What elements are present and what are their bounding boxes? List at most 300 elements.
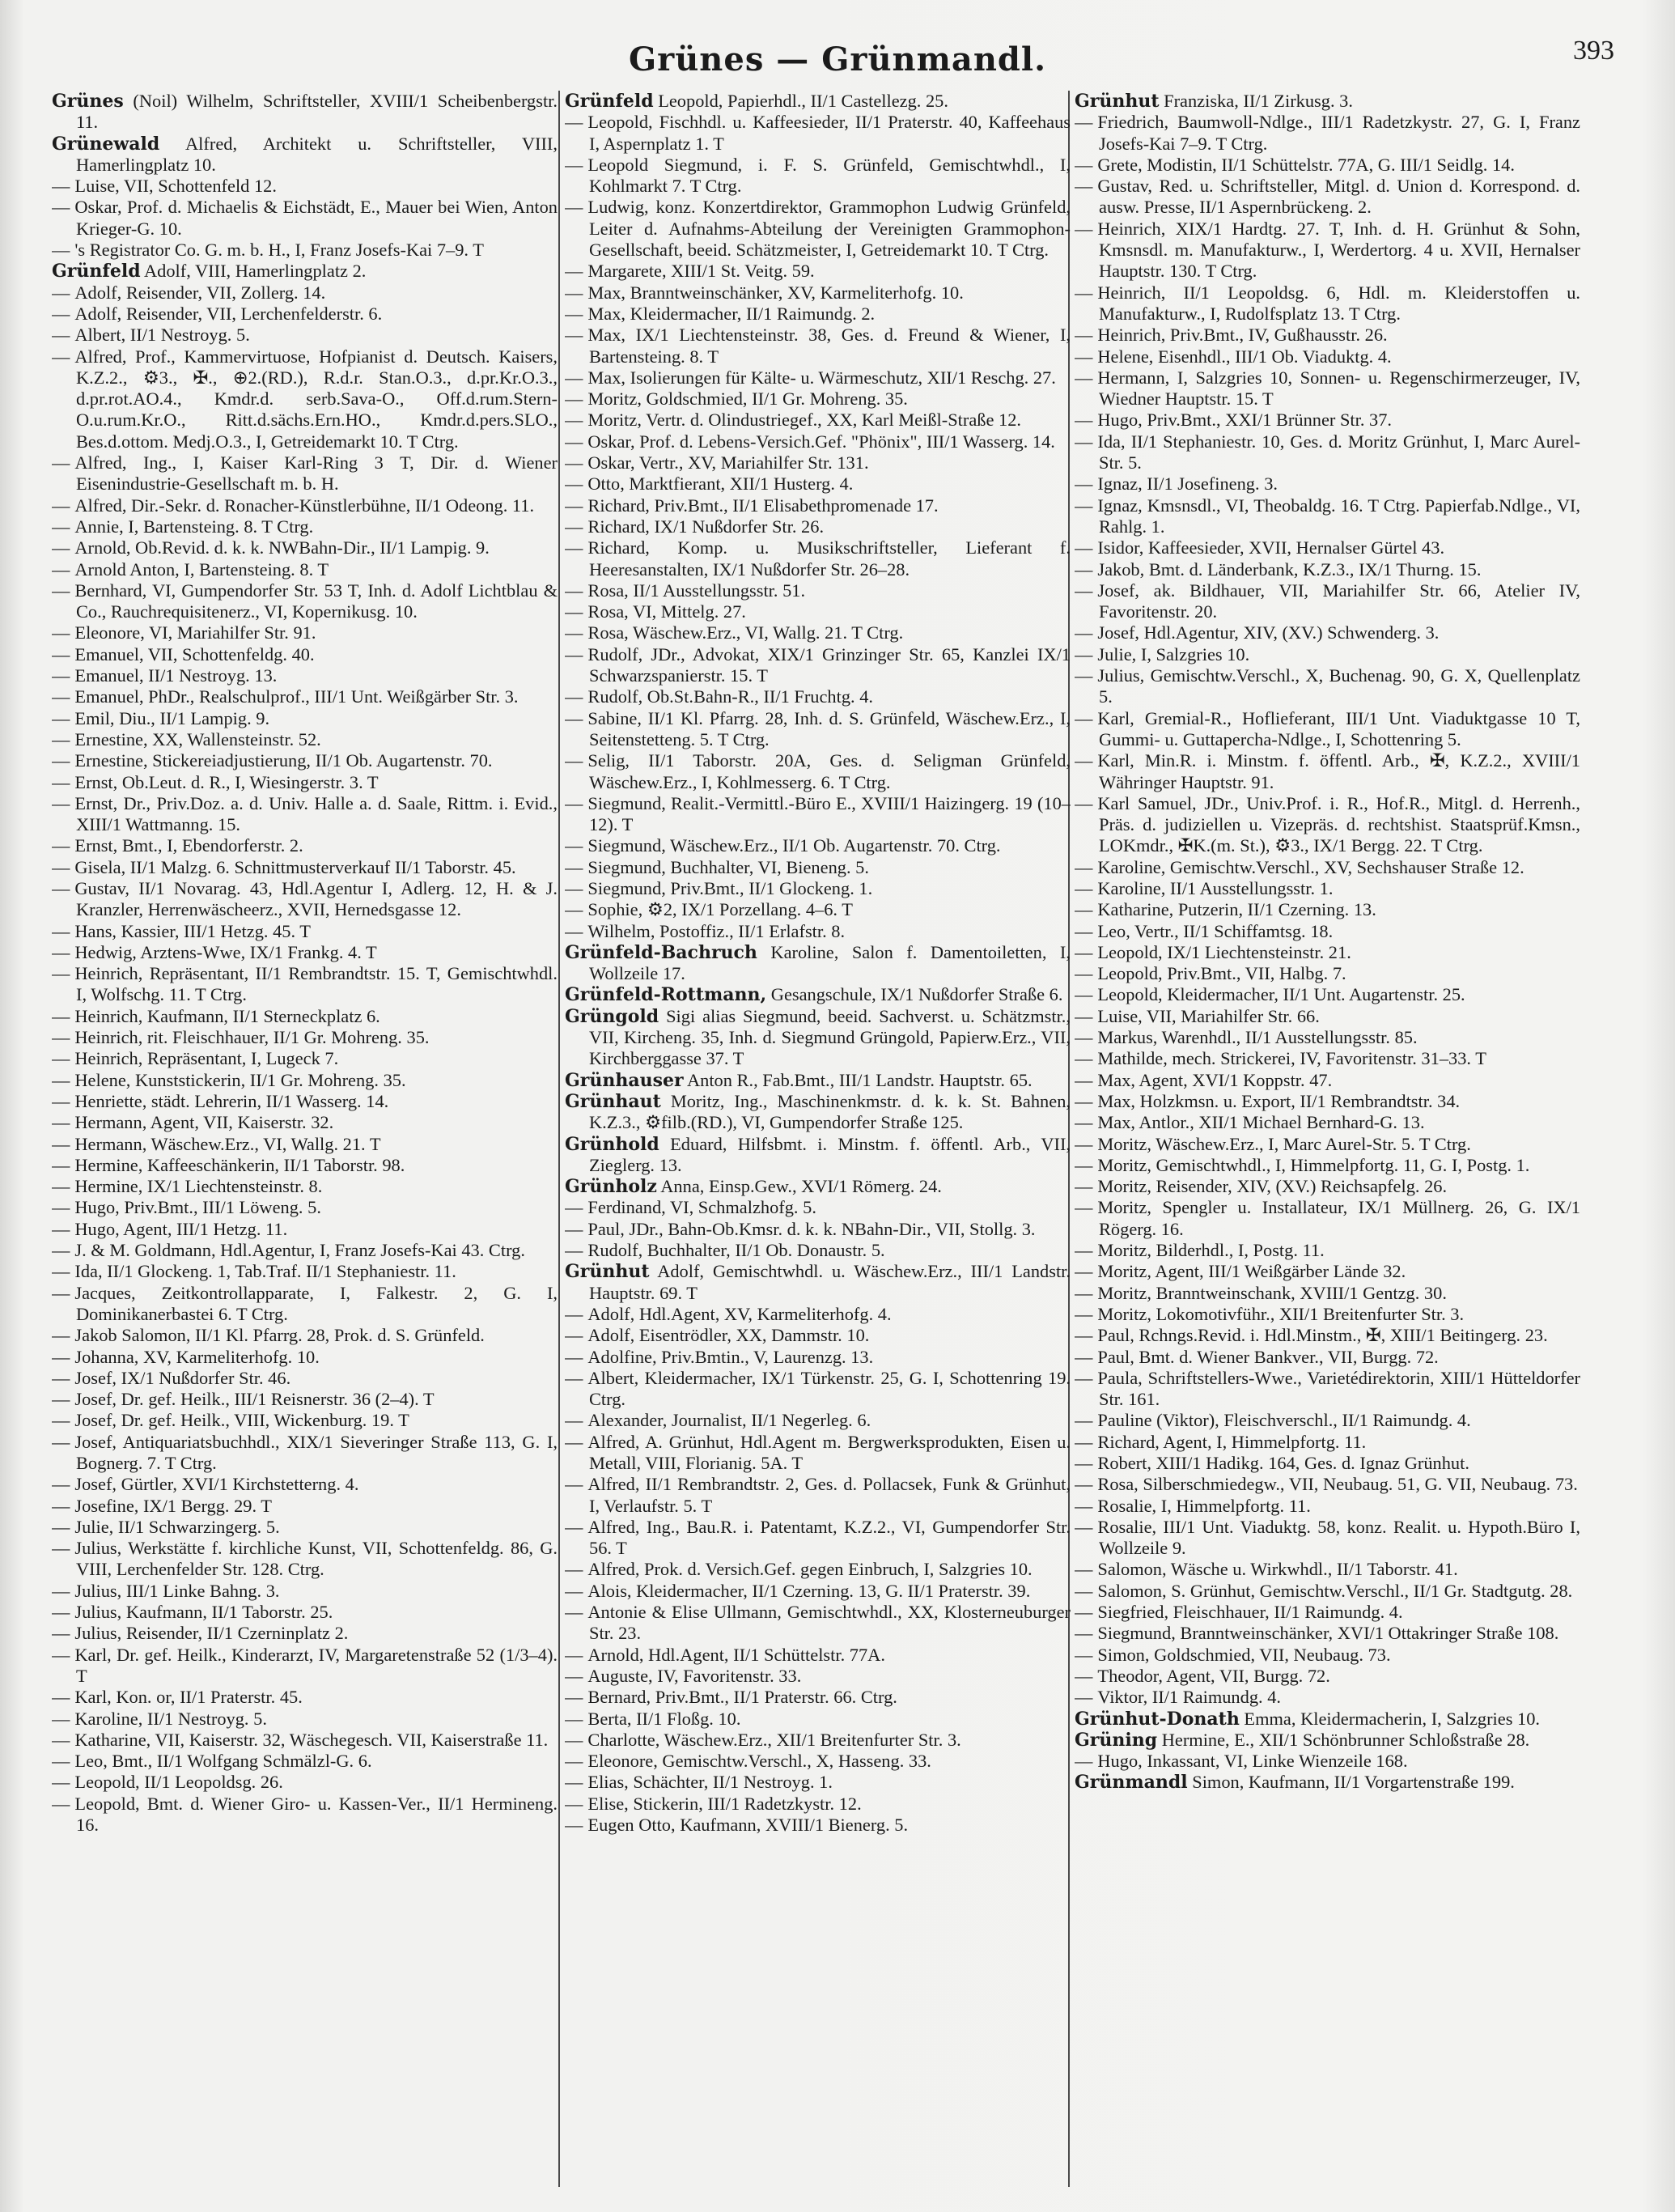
directory-entry xyxy=(1075,1602,1580,1623)
continuation-dash: — xyxy=(565,1580,583,1601)
continuation-dash: — xyxy=(52,580,70,601)
continuation-dash: — xyxy=(565,1303,583,1324)
directory-entry xyxy=(1075,1453,1580,1474)
entry-text: Sophie, ⚙2, IX/1 Porzellang. 4–6. T xyxy=(587,899,853,920)
entry-text: Julius, III/1 Linke Bahng. 3. xyxy=(74,1580,280,1601)
directory-entry xyxy=(1075,537,1580,558)
directory-entry xyxy=(565,1197,1071,1218)
entry-text: Rudolf, Ob.St.Bahn-R., II/1 Fruchtg. 4. xyxy=(587,686,874,707)
continuation-dash: — xyxy=(1075,1474,1093,1495)
entry-text: Paul, JDr., Bahn-Ob.Kmsr. d. k. k. NBahn-Dir., VII, Stollg. 3. xyxy=(587,1218,1036,1239)
directory-entry xyxy=(1075,1027,1580,1048)
continuation-dash: — xyxy=(565,1815,583,1836)
entry-text: Ernst, Dr., Priv.Doz. a. d. Univ. Halle a. d. Saale, Rittm. i. Evid., XIII/1 Wattmanng. 15. xyxy=(74,792,558,835)
continuation-dash: — xyxy=(1075,1495,1093,1516)
entry-text: Karoline, Salon f. Damentoiletten, I, Wollzeile 17. xyxy=(589,941,1071,984)
directory-entry xyxy=(1075,1304,1580,1325)
directory-entry xyxy=(565,1134,1071,1177)
directory-entry xyxy=(52,1325,558,1346)
entry-text: Leo, Vertr., II/1 Schiffamtsg. 18. xyxy=(1097,920,1334,941)
directory-entry xyxy=(52,240,558,261)
entry-text: Franziska, II/1 Zirkusg. 3. xyxy=(1164,91,1353,111)
directory-entry xyxy=(565,1815,1071,1836)
directory-entry xyxy=(565,367,1071,388)
continuation-dash: — xyxy=(52,1538,70,1559)
continuation-dash: — xyxy=(52,792,70,813)
entry-text: Karoline, II/1 Nestroyg. 5. xyxy=(74,1708,267,1729)
continuation-dash: — xyxy=(52,771,70,792)
continuation-dash: — xyxy=(52,856,70,877)
directory-entry xyxy=(52,942,558,963)
entry-text: Bernard, Priv.Bmt., II/1 Praterstr. 66. Ctrg. xyxy=(587,1687,897,1708)
entry-text: J. & M. Goldmann, Hdl.Agentur, I, Franz Josefs-Kai 43. Ctrg. xyxy=(74,1240,525,1261)
continuation-dash: — xyxy=(52,1389,70,1410)
entry-text: Richard, Agent, I, Himmelpfortg. 11. xyxy=(1097,1431,1367,1452)
directory-entry xyxy=(1075,1006,1580,1027)
continuation-dash: — xyxy=(565,473,583,495)
directory-entry xyxy=(1075,1623,1580,1644)
directory-entry xyxy=(1075,857,1580,878)
directory-entry xyxy=(52,261,558,282)
directory-entry xyxy=(52,708,558,729)
directory-entry xyxy=(1075,325,1580,346)
continuation-dash: — xyxy=(1075,750,1093,771)
continuation-dash: — xyxy=(1075,325,1093,346)
directory-entry xyxy=(565,1368,1071,1411)
continuation-dash: — xyxy=(1075,856,1093,877)
entry-text: Moritz, Spengler u. Installateur, IX/1 Müllnerg. 26, G. IX/1 Rögerg. 16. xyxy=(1097,1197,1580,1239)
directory-entry xyxy=(565,622,1071,643)
directory-entry xyxy=(565,1091,1071,1134)
continuation-dash: — xyxy=(1075,1623,1093,1644)
continuation-dash: — xyxy=(1075,1580,1093,1601)
directory-entry xyxy=(1075,473,1580,495)
continuation-dash: — xyxy=(1075,1431,1093,1452)
entry-text: Leopold, Fischhdl. u. Kaffeesieder, II/1 Praterstr. 40, Kaffeehaus I, Aspernplatz 1. T xyxy=(587,112,1071,154)
continuation-dash: — xyxy=(565,388,583,410)
entry-text: Leopold Siegmund, i. F. S. Grünfeld, Gemischtwhdl., I, Kohlmarkt 7. T Ctrg. xyxy=(587,154,1071,197)
continuation-dash: — xyxy=(1075,558,1093,580)
directory-entry xyxy=(52,665,558,686)
directory-entry xyxy=(565,921,1071,942)
entry-text: Alfred, Ing., I, Kaiser Karl-Ring 3 T, Dir. d. Wiener Eisenindustrie-Gesellschaft m. b. H. xyxy=(74,452,558,495)
directory-entry xyxy=(52,1261,558,1282)
directory-entry xyxy=(1075,367,1580,410)
continuation-dash: — xyxy=(565,154,583,175)
continuation-dash: — xyxy=(52,558,70,580)
entry-text: Markus, Warenhdl., II/1 Ausstellungsstr. 85. xyxy=(1097,1027,1418,1048)
entry-text: Salomon, S. Grünhut, Gemischtw.Verschl., II/1 Gr. Stadtgutg. 28. xyxy=(1097,1580,1573,1601)
directory-entry xyxy=(52,580,558,623)
directory-entry xyxy=(1075,921,1580,942)
directory-entry xyxy=(1075,1134,1580,1155)
directory-entry xyxy=(52,644,558,665)
directory-entry xyxy=(1075,708,1580,751)
entry-text: Heinrich, Kaufmann, II/1 Sterneckplatz 6. xyxy=(74,1005,380,1026)
entry-text: Ferdinand, VI, Schmalzhofg. 5. xyxy=(587,1197,816,1218)
entry-surname: Grünhaut xyxy=(565,1090,661,1112)
entry-text: Hermine, IX/1 Liechtensteinstr. 8. xyxy=(74,1176,323,1197)
entry-text: Alfred, A. Grünhut, Hdl.Agent m. Bergwerksprodukten, Eisen u. Metall, VIII, Florianig. 5A. T xyxy=(587,1431,1071,1473)
entry-text: Adolf, VIII, Hamerlingplatz 2. xyxy=(143,261,367,282)
entry-text: Viktor, II/1 Raimundg. 4. xyxy=(1097,1687,1282,1708)
entry-text: Paula, Schriftstellers-Wwe., Varietédirektorin, XIII/1 Hütteldorfer Str. 161. xyxy=(1097,1367,1580,1410)
continuation-dash: — xyxy=(565,877,583,898)
entry-text: Emanuel, PhDr., Realschulprof., III/1 Unt. Weißgärber Str. 3. xyxy=(74,686,519,707)
entry-text: Oskar, Vertr., XV, Mariahilfer Str. 131. xyxy=(587,452,869,473)
directory-entry xyxy=(1075,1517,1580,1560)
entry-text: Selig, II/1 Taborstr. 20A, Ges. d. Seligman Grünfeld, Wäschew.Erz., I, Kohlmesserg. 6. T Ctrg. xyxy=(587,750,1071,792)
continuation-dash: — xyxy=(1075,1751,1093,1772)
entry-text: Max, Agent, XVI/1 Koppstr. 47. xyxy=(1097,1069,1333,1090)
entry-text: Rosalie, I, Himmelpfortg. 11. xyxy=(1097,1495,1311,1516)
entry-text: Rosa, Wäschew.Erz., VI, Wallg. 21. T Ctrg. xyxy=(587,622,904,643)
continuation-dash: — xyxy=(565,282,583,303)
entry-text: Oskar, Prof. d. Michaelis & Eichstädt, E., Mauer bei Wien, Anton Krieger-G. 10. xyxy=(74,197,558,239)
continuation-dash: — xyxy=(565,431,583,452)
directory-entry xyxy=(1075,750,1580,793)
entry-text: Katharine, VII, Kaiserstr. 32, Wäschegesch. VII, Kaiserstraße 11. xyxy=(74,1729,549,1750)
directory-entry xyxy=(565,1559,1071,1580)
continuation-dash: — xyxy=(1075,707,1093,728)
continuation-dash: — xyxy=(1075,495,1093,516)
continuation-dash: — xyxy=(1075,899,1093,920)
entry-text: Antonie & Elise Ullmann, Gemischtwhdl., XX, Klosterneuburger Str. 23. xyxy=(587,1602,1071,1644)
continuation-dash: — xyxy=(1075,1410,1093,1431)
directory-entry xyxy=(1075,282,1580,325)
directory-entry xyxy=(52,1006,558,1027)
directory-entry xyxy=(565,984,1071,1005)
continuation-dash: — xyxy=(52,941,70,962)
entry-text: Emanuel, II/1 Nestroyg. 13. xyxy=(74,665,278,686)
entry-text: Gisela, II/1 Malzg. 6. Schnittmusterverkauf II/1 Taborstr. 45. xyxy=(74,856,516,877)
directory-entry xyxy=(565,878,1071,899)
continuation-dash: — xyxy=(1075,1665,1093,1686)
directory-entry xyxy=(52,1240,558,1261)
directory-entry xyxy=(1075,1283,1580,1304)
continuation-dash: — xyxy=(565,580,583,601)
entry-text: Hermine, Kaffeeschänkerin, II/1 Taborstr. 98. xyxy=(74,1154,405,1175)
continuation-dash: — xyxy=(1075,1325,1093,1346)
continuation-dash: — xyxy=(52,750,70,771)
directory-entry xyxy=(565,1751,1071,1772)
continuation-dash: — xyxy=(52,1240,70,1261)
continuation-dash: — xyxy=(1075,792,1093,813)
directory-entry xyxy=(565,1006,1071,1070)
directory-entry xyxy=(52,1027,558,1048)
directory-entry xyxy=(565,516,1071,537)
page-number: 393 xyxy=(1573,36,1614,66)
directory-entry xyxy=(565,452,1071,473)
continuation-dash: — xyxy=(52,1005,70,1026)
continuation-dash: — xyxy=(52,1580,70,1601)
directory-entry xyxy=(52,1176,558,1197)
continuation-dash: — xyxy=(565,516,583,537)
continuation-dash: — xyxy=(565,1687,583,1708)
directory-entry xyxy=(565,1176,1071,1197)
continuation-dash: — xyxy=(565,1665,583,1686)
continuation-dash: — xyxy=(52,1282,70,1303)
entry-text: Friedrich, Baumwoll-Ndlge., III/1 Radetzkystr. 27, G. I, Franz Josefs-Kai 7–9. T Ctrg. xyxy=(1097,112,1580,154)
entry-surname: Grüning xyxy=(1075,1729,1158,1751)
continuation-dash: — xyxy=(1075,218,1093,239)
entry-text: Leopold, Bmt. d. Wiener Giro- u. Kassen-Ver., II/1 Hermineng. 16. xyxy=(74,1793,558,1836)
continuation-dash: — xyxy=(565,1410,583,1431)
entry-text: Josef, IX/1 Nußdorfer Str. 46. xyxy=(74,1367,291,1388)
continuation-dash: — xyxy=(565,750,583,771)
entry-text: Simon, Kaufmann, II/1 Vorgartenstraße 199. xyxy=(1192,1772,1515,1793)
directory-entry xyxy=(565,431,1071,452)
entry-text: Ernestine, XX, Wallensteinstr. 52. xyxy=(74,728,321,749)
entry-surname: Grünholz xyxy=(565,1176,657,1198)
directory-entry xyxy=(52,1219,558,1240)
continuation-dash: — xyxy=(565,1708,583,1729)
continuation-dash: — xyxy=(565,1793,583,1814)
entry-text: Siegmund, Wäschew.Erz., II/1 Ob. Augartenstr. 70. Ctrg. xyxy=(587,835,1001,856)
continuation-dash: — xyxy=(1075,1346,1093,1367)
continuation-dash: — xyxy=(1075,431,1093,452)
continuation-dash: — xyxy=(52,1474,70,1495)
continuation-dash: — xyxy=(1075,984,1093,1005)
continuation-dash: — xyxy=(52,1090,70,1111)
entry-text: Max, Branntweinschänker, XV, Karmeliterhofg. 10. xyxy=(587,282,964,303)
continuation-dash: — xyxy=(52,686,70,707)
entry-text: Josef, Antiquariatsbuchhdl., XIX/1 Sieveringer Straße 113, G. I, Bognerg. 7. T Ctrg. xyxy=(74,1431,558,1473)
entry-text: Moritz, Bilderhdl., I, Postg. 11. xyxy=(1097,1240,1325,1261)
continuation-dash: — xyxy=(52,877,70,898)
continuation-dash: — xyxy=(52,516,70,537)
directory-entry xyxy=(52,495,558,516)
continuation-dash: — xyxy=(52,537,70,558)
entry-text: Heinrich, Priv.Bmt., IV, Gußhausstr. 26. xyxy=(1097,325,1388,346)
continuation-dash: — xyxy=(1075,1176,1093,1197)
directory-entry xyxy=(565,750,1071,793)
entry-surname: Grünfeld-Bachruch xyxy=(565,941,757,963)
continuation-dash: — xyxy=(52,665,70,686)
continuation-dash: — xyxy=(1075,1516,1093,1537)
directory-entry xyxy=(565,410,1071,431)
continuation-dash: — xyxy=(565,1729,583,1750)
continuation-dash: — xyxy=(1075,1282,1093,1303)
continuation-dash: — xyxy=(565,1218,583,1239)
entry-text: Mathilde, mech. Strickerei, IV, Favoritenstr. 31–33. T xyxy=(1097,1048,1486,1069)
directory-entry xyxy=(565,1240,1071,1261)
directory-entry xyxy=(1075,431,1580,474)
entry-text: Max, IX/1 Liechtensteinstr. 38, Ges. d. Freund & Wiener, I, Bartensteing. 8. T xyxy=(587,325,1071,367)
directory-entry xyxy=(52,1155,558,1176)
entry-text: Hugo, Inkassant, VI, Linke Wienzeile 168. xyxy=(1097,1751,1408,1772)
continuation-dash: — xyxy=(565,410,583,431)
directory-entry xyxy=(52,750,558,771)
directory-entry xyxy=(52,857,558,878)
directory-entry xyxy=(52,1517,558,1538)
entry-text: Ernst, Bmt., I, Ebendorferstr. 2. xyxy=(74,835,303,856)
entry-surname: Grünes xyxy=(52,91,124,112)
continuation-dash: — xyxy=(52,1069,70,1090)
entry-surname: Grünhut xyxy=(565,1261,650,1283)
entry-text: Margarete, XIII/1 St. Veitg. 59. xyxy=(587,261,815,282)
entry-text: Eduard, Hilfsbmt. i. Minstm. f. öffentl. Arb., VII, Zieglerg. 13. xyxy=(589,1133,1071,1175)
directory-entry xyxy=(565,1261,1071,1304)
directory-entry xyxy=(565,112,1071,155)
continuation-dash: — xyxy=(52,346,70,367)
continuation-dash: — xyxy=(1075,282,1093,303)
entry-text: Alexander, Journalist, II/1 Negerleg. 6. xyxy=(587,1410,871,1431)
directory-entry xyxy=(1075,580,1580,623)
continuation-dash: — xyxy=(52,1133,70,1154)
directory-entry xyxy=(1075,1772,1580,1793)
continuation-dash: — xyxy=(1075,346,1093,367)
directory-entry xyxy=(1075,1645,1580,1666)
entry-text: Gesangschule, IX/1 Nußdorfer Straße 6. xyxy=(770,984,1063,1005)
continuation-dash: — xyxy=(565,1474,583,1495)
continuation-dash: — xyxy=(565,1772,583,1793)
directory-entry xyxy=(52,1070,558,1091)
entry-text: Adolfine, Priv.Bmtin., V, Laurenzg. 13. xyxy=(587,1346,874,1367)
entry-text: Karl, Min.R. i. Minstm. f. öffentl. Arb., ✠, K.Z.2., XVIII/1 Währinger Hauptstr. 91. xyxy=(1097,750,1580,792)
continuation-dash: — xyxy=(1075,622,1093,643)
directory-entry xyxy=(1075,1581,1580,1602)
entry-text: Siegmund, Realit.-Vermittl.-Büro E., XVIII/1 Haizingerg. 19 (10–12). T xyxy=(587,792,1071,835)
directory-entry xyxy=(565,1730,1071,1751)
continuation-dash: — xyxy=(1075,1687,1093,1708)
continuation-dash: — xyxy=(52,1687,70,1708)
directory-entry xyxy=(1075,1687,1580,1708)
entry-text: Hermine, E., XII/1 Schönbrunner Schloßstraße 28. xyxy=(1161,1729,1530,1750)
continuation-dash: — xyxy=(1075,1090,1093,1111)
entry-text: Anna, Einsp.Gew., XVI/1 Römerg. 24. xyxy=(660,1176,942,1197)
directory-entry xyxy=(565,793,1071,836)
entry-text: Karl, Kon. or, II/1 Praterstr. 45. xyxy=(74,1687,303,1708)
directory-entry xyxy=(52,1623,558,1644)
continuation-dash: — xyxy=(52,1793,70,1814)
entry-text: Hedwig, Arztens-Wwe, IX/1 Frankg. 4. T xyxy=(74,941,377,962)
directory-entry xyxy=(565,1410,1071,1431)
directory-entry xyxy=(52,1602,558,1623)
entry-text: Auguste, IV, Favoritenstr. 33. xyxy=(587,1665,802,1686)
continuation-dash: — xyxy=(52,643,70,664)
entry-text: Albert, II/1 Nestroyg. 5. xyxy=(74,325,250,346)
directory-column-3 xyxy=(1075,91,1580,2187)
directory-entry xyxy=(565,1772,1071,1793)
entry-text: Isidor, Kaffeesieder, XVII, Hernalser Gürtel 43. xyxy=(1097,537,1445,558)
entry-text: Julius, Werkstätte f. kirchliche Kunst, VII, Schottenfeldg. 86, G. VIII, Lerchenfelder Str. 128. Ctrg. xyxy=(74,1538,558,1580)
directory-entry xyxy=(52,1197,558,1218)
directory-entry xyxy=(52,1730,558,1751)
entry-surname: Grünhut xyxy=(1075,91,1160,112)
directory-entry xyxy=(52,1347,558,1368)
directory-entry xyxy=(1075,984,1580,1005)
directory-entry xyxy=(52,1794,558,1836)
continuation-dash: — xyxy=(1075,1559,1093,1580)
entry-text: Moritz, Vertr. d. Olindustriegef., XX, Karl Meißl-Straße 12. xyxy=(587,410,1022,431)
continuation-dash: — xyxy=(1075,1069,1093,1090)
entry-text: Eleonore, Gemischtw.Verschl., X, Hasseng. 33. xyxy=(587,1751,931,1772)
entry-surname: Grünhold xyxy=(565,1133,659,1155)
directory-entry xyxy=(52,1687,558,1708)
continuation-dash: — xyxy=(52,1218,70,1239)
continuation-dash: — xyxy=(565,856,583,877)
continuation-dash: — xyxy=(1075,941,1093,962)
continuation-dash: — xyxy=(52,1772,70,1793)
continuation-dash: — xyxy=(52,1431,70,1452)
directory-entry xyxy=(565,537,1071,580)
directory-entry xyxy=(52,793,558,836)
directory-entry xyxy=(565,1687,1071,1708)
directory-entry xyxy=(1075,1240,1580,1261)
directory-entry xyxy=(1075,1474,1580,1495)
continuation-dash: — xyxy=(52,1367,70,1388)
directory-entry xyxy=(52,1048,558,1069)
directory-entry xyxy=(1075,219,1580,282)
directory-entry xyxy=(52,1283,558,1326)
directory-entry xyxy=(52,772,558,793)
entry-surname: Grünfeld-Rottmann, xyxy=(565,984,767,1006)
continuation-dash: — xyxy=(52,920,70,941)
directory-entry xyxy=(1075,112,1580,155)
entry-text: Adolf, Reisender, VII, Lerchenfelderstr. 6. xyxy=(74,303,383,324)
entry-text: Henriette, städt. Lehrerin, II/1 Wasserg. 14. xyxy=(74,1090,389,1111)
directory-entry xyxy=(565,1517,1071,1560)
directory-entry xyxy=(1075,91,1580,112)
entry-text: Karoline, II/1 Ausstellungsstr. 1. xyxy=(1097,877,1334,898)
continuation-dash: — xyxy=(52,1729,70,1750)
entry-text: Siegmund, Priv.Bmt., II/1 Glockeng. 1. xyxy=(587,877,873,898)
continuation-dash: — xyxy=(1075,643,1093,664)
continuation-dash: — xyxy=(52,240,70,261)
entry-text: Heinrich, II/1 Leopoldsg. 6, Hdl. m. Kleiderstoffen u. Manufakturw., I, Rudolfsplatz 13. T Ctrg. xyxy=(1097,282,1580,324)
directory-entry xyxy=(1075,1112,1580,1133)
entry-text: Katharine, Putzerin, II/1 Czerning. 13. xyxy=(1097,899,1376,920)
entry-text: Paul, Bmt. d. Wiener Bankver., VII, Burgg. 72. xyxy=(1097,1346,1439,1367)
directory-entry xyxy=(1075,1091,1580,1112)
continuation-dash: — xyxy=(1075,1303,1093,1324)
continuation-dash: — xyxy=(565,495,583,516)
continuation-dash: — xyxy=(565,792,583,813)
entry-text: Grete, Modistin, II/1 Schüttelstr. 77A, G. III/1 Seidlg. 14. xyxy=(1097,154,1515,175)
directory-entry xyxy=(52,452,558,495)
directory-entry xyxy=(52,1751,558,1772)
continuation-dash: — xyxy=(52,963,70,984)
entry-text: Moritz, Lokomotivführ., XII/1 Breitenfurter Str. 3. xyxy=(1097,1303,1465,1324)
directory-entry xyxy=(1075,1070,1580,1091)
directory-entry xyxy=(52,1389,558,1410)
entry-text: Salomon, Wäsche u. Wirkwhdl., II/1 Taborstr. 41. xyxy=(1097,1559,1458,1580)
directory-entry xyxy=(52,1474,558,1495)
entry-text: Josef, ak. Bildhauer, VII, Mariahilfer Str. 66, Atelier IV, Favoritenstr. 20. xyxy=(1097,580,1580,622)
entry-text: Moritz, Gemischtwhdl., I, Himmelpfortg. 11, G. I, Postg. 1. xyxy=(1097,1154,1530,1175)
continuation-dash: — xyxy=(565,1240,583,1261)
entry-text: Oskar, Prof. d. Lebens-Versich.Gef. "Phönix", III/1 Wasserg. 14. xyxy=(587,431,1055,452)
directory-entry xyxy=(52,304,558,325)
directory-entry xyxy=(565,942,1071,985)
directory-entry xyxy=(1075,1261,1580,1282)
continuation-dash: — xyxy=(1075,410,1093,431)
directory-entry xyxy=(52,1112,558,1133)
entry-text: Leopold, Kleidermacher, II/1 Unt. Augartenstr. 25. xyxy=(1097,984,1465,1005)
entry-text: Siegmund, Branntweinschänker, XVI/1 Ottakringer Straße 108. xyxy=(1097,1623,1559,1644)
entry-text: Simon, Goldschmied, VII, Neubaug. 73. xyxy=(1097,1644,1391,1665)
entry-text: Ida, II/1 Stephaniestr. 10, Ges. d. Moritz Grünhut, I, Marc Aurel-Str. 5. xyxy=(1097,431,1580,473)
entry-text: Heinrich, rit. Fleischhauer, II/1 Gr. Mohreng. 35. xyxy=(74,1027,430,1048)
entry-text: Hermann, Agent, VII, Kaiserstr. 32. xyxy=(74,1112,334,1133)
continuation-dash: — xyxy=(565,920,583,941)
continuation-dash: — xyxy=(1075,1602,1093,1623)
directory-entry xyxy=(52,1368,558,1389)
directory-entry xyxy=(565,580,1071,601)
entry-text: Hans, Kassier, III/1 Hetzg. 45. T xyxy=(74,920,311,941)
directory-entry xyxy=(1075,1325,1580,1346)
